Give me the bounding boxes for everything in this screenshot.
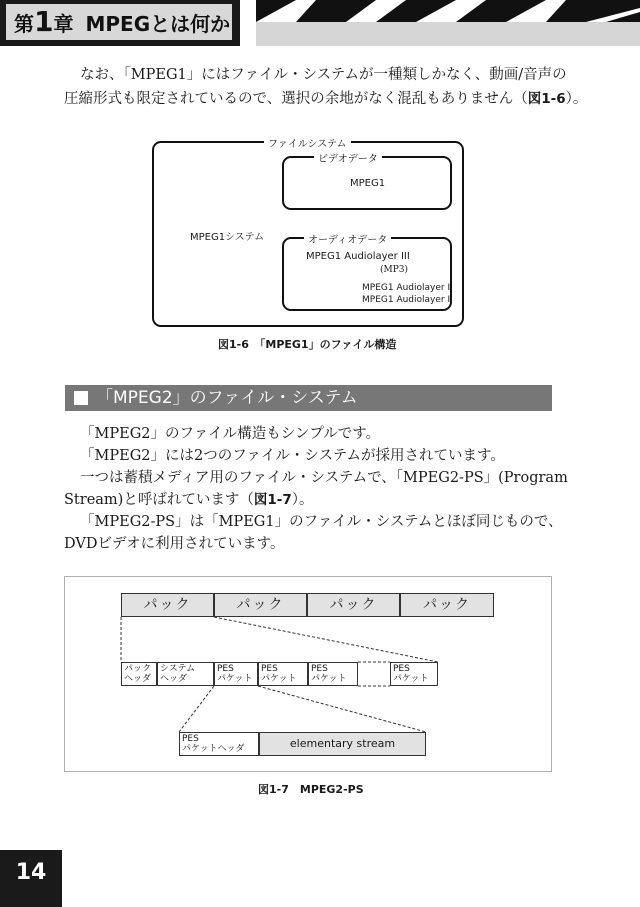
mp3-text: (MP3) [380,265,409,275]
paragraph-line: 一つは蓄積メディア用のファイル・システムで、「MPEG2-PS」(Program [80,470,568,486]
page-number: 14 [15,860,47,885]
paragraph-text: ）。 [565,91,588,107]
file-system-label: ファイルシステム [264,135,351,150]
chapter-suffix: 章 [53,12,74,36]
paragraph-text: ）。 [291,492,314,508]
paragraph-text: 圧縮形式も限定されているので、選択の余地がなく混乱もありません（ [64,91,528,107]
chapter-prefix: 第 [14,12,34,36]
figure-1-6-caption: 図1-6 「MPEG1」のファイル構造 [218,338,397,351]
figure-1-7-caption: 図1-7 MPEG2-PS [258,783,364,796]
paragraph-line: DVDビデオに利用されています。 [64,536,285,552]
pes-packet-cell: PES パケット [308,662,358,686]
pes-packet-cell: PES パケット [390,662,438,686]
chapter-number: 1 [34,5,54,38]
pack-cell: パック [307,593,400,617]
elementary-stream-cell: elementary stream [259,732,426,756]
system-header-cell: システム ヘッダ [157,662,214,686]
pes-packet-cell: PES パケット [214,662,258,686]
audio-data-label: オーディオデータ [304,231,391,246]
paragraph-line: なお、「MPEG1」にはファイル・システムが一種類しかなく、動画/音声の [80,67,567,83]
video-content-text: MPEG1 [350,178,386,189]
paragraph-line: 「MPEG2-PS」は「MPEG1」のファイル・システムとほぼ同じもので、 [80,514,563,530]
pack-cell: パック [121,593,214,617]
pes-header-cell: PES パケットヘッダ [179,732,259,756]
figure-reference: 図1-6 [527,91,566,107]
figure-reference: 図1-7 [253,492,292,508]
chapter-title: MPEGとは何か [85,12,231,36]
paragraph-text: Stream)と呼ばれています（ [64,492,254,508]
audio-layer1-text: MPEG1 Audiolayer I [362,283,451,293]
audio-layer3-text: MPEG1 Audiolayer III [306,251,410,262]
section-title: 「MPEG2」のファイル・システム [96,388,358,408]
pack-cell: パック [214,593,307,617]
pack-cell: パック [400,593,494,617]
pack-header-cell: パック ヘッダ [121,662,157,686]
mpeg1-system-label: MPEG1システム [190,232,265,243]
video-data-label: ビデオデータ [314,150,382,165]
pes-packet-cell: PES パケット [258,662,308,686]
audio-layer2-text: MPEG1 Audiolayer II [362,295,453,305]
paragraph-line: 「MPEG2」には2つのファイル・システムが採用されています。 [80,448,505,464]
paragraph-line: 「MPEG2」のファイル構造もシンプルです。 [80,426,381,442]
